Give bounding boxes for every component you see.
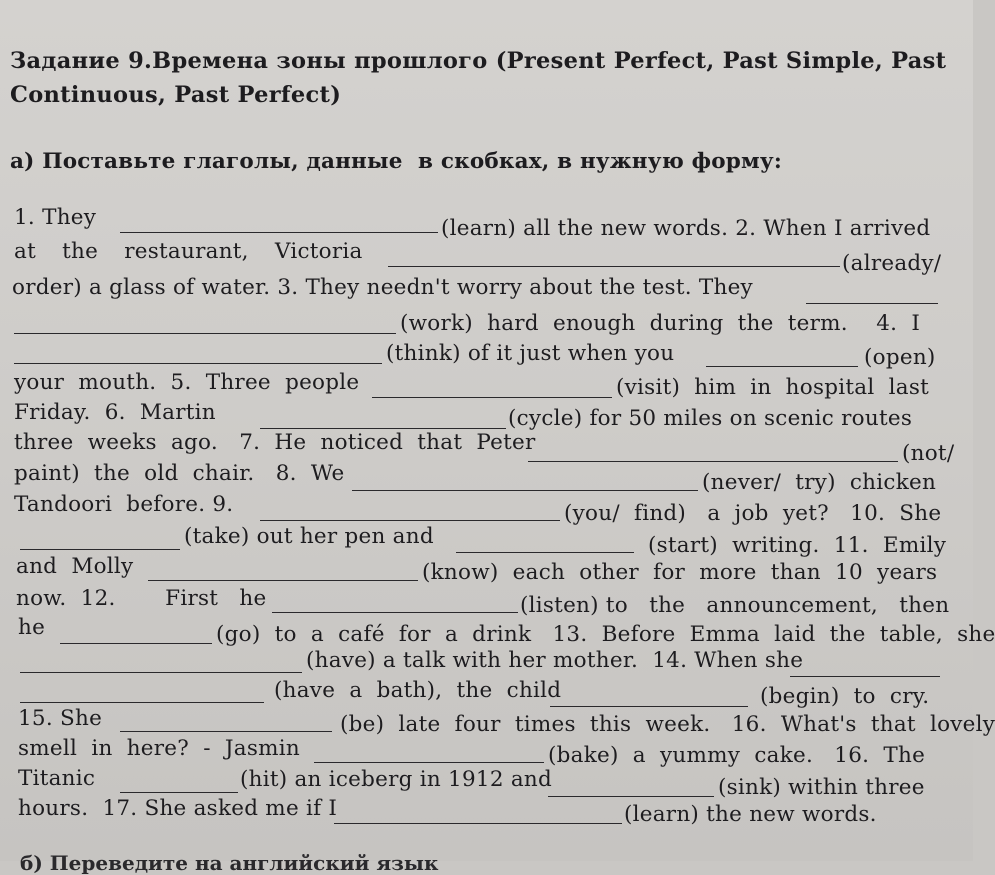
answer-blank-21[interactable] (120, 792, 238, 793)
exercise-text: (start) writing. 11. Emily (648, 533, 947, 558)
answer-blank-3[interactable] (806, 303, 938, 304)
answer-blank-6[interactable] (372, 397, 612, 398)
exercise-text: and Molly (16, 554, 134, 579)
exercise-text: (never/ try) chicken (702, 470, 937, 495)
exercise-text: (sink) within three (718, 775, 925, 800)
exercise-text: (listen) to the announcement, then (520, 593, 950, 618)
task-title (10, 44, 965, 112)
answer-blank-14[interactable] (272, 612, 518, 613)
exercise-text: three weeks ago. 7. He noticed that Peter (14, 430, 536, 455)
exercise-text: (bake) a yummy cake. 16. The (548, 743, 926, 768)
answer-blank-16[interactable] (20, 672, 302, 673)
answer-blank-18[interactable] (550, 706, 748, 707)
answer-blank-23[interactable] (334, 823, 622, 824)
exercise-text: (know) each other for more than 10 years (422, 560, 938, 585)
task-title-line2: Continuous, Past Perfect) (10, 82, 342, 108)
answer-blank-10[interactable] (260, 520, 560, 521)
exercise-text: he (18, 615, 46, 640)
exercise-text: (think) of it just when you (386, 341, 675, 366)
exercise-text: Friday. 6. Martin (14, 400, 216, 425)
exercise-text: (visit) him in hospital last (616, 375, 930, 400)
exercise-text: (not/ (902, 441, 955, 466)
answer-blank-1[interactable] (120, 232, 438, 233)
answer-blank-9[interactable] (352, 490, 698, 491)
exercise-text: smell in here? - Jasmin (18, 736, 300, 761)
exercise-text: now. 12. First he (16, 586, 267, 611)
exercise-text: (begin) to cry. (760, 684, 930, 709)
exercise-text: (already/ (842, 251, 942, 276)
next-task-cut-off: б) Переведите на английский язык (20, 851, 439, 875)
exercise-text: (work) hard enough during the term. 4. I (400, 311, 921, 336)
exercise-text: at the restaurant, Victoria (14, 239, 363, 264)
exercise-text: hours. 17. She asked me if I (18, 796, 338, 821)
exercise-text: 1. They (14, 205, 97, 230)
exercise-text: (have a bath), the child (274, 678, 562, 703)
answer-blank-11[interactable] (20, 549, 180, 550)
answer-blank-4[interactable] (14, 363, 382, 364)
exercise-text: (open) (864, 345, 936, 370)
task-instruction: а) Поставьте глаголы, данные в скобках, в нужную форму: (10, 149, 782, 174)
exercise-text: Titanic (18, 766, 96, 791)
answer-blank-19[interactable] (120, 731, 332, 732)
task-title-line1: Задание 9.Времена зоны прошлого (Present Perfect, Past Simple, Past (10, 48, 947, 74)
exercise-text: paint) the old chair. 8. We (14, 461, 345, 486)
answer-blank-17[interactable] (20, 702, 264, 703)
answer-blank-5[interactable] (706, 366, 858, 367)
exercise-text: (learn) the new words. (624, 802, 877, 827)
answer-blank-22[interactable] (548, 796, 714, 797)
answer-blank-15[interactable] (60, 643, 212, 644)
answer-blank-13[interactable] (148, 580, 418, 581)
exercise-text: (learn) all the new words. 2. When I arrived (441, 216, 931, 241)
exercise-text: order) a glass of water. 3. They needn't worry about the test. They (12, 275, 753, 300)
exercise-text: (you/ find) a job yet? 10. She (564, 501, 942, 526)
answer-blank-3[interactable] (14, 333, 396, 334)
answer-blank-20[interactable] (314, 762, 544, 763)
answer-blank-17[interactable] (790, 676, 940, 677)
answer-blank-2[interactable] (388, 266, 840, 267)
answer-blank-12[interactable] (456, 552, 634, 553)
exercise-text: (go) to a café for a drink 13. Before Emma laid the table, she (216, 622, 995, 647)
exercise-text: (hit) an iceberg in 1912 and (240, 767, 553, 792)
exercise-text: (cycle) for 50 miles on scenic routes (508, 406, 913, 431)
exercise-text: your mouth. 5. Three people (14, 370, 360, 395)
exercise-text: (have) a talk with her mother. 14. When she (306, 648, 804, 673)
exercise-text: (take) out her pen and (184, 524, 434, 549)
answer-blank-8[interactable] (528, 461, 898, 462)
exercise-text: 15. She (18, 706, 103, 731)
exercise-text: (be) late four times this week. 16. What's that lovely (340, 712, 995, 737)
exercise-text: Tandoori before. 9. (14, 492, 234, 517)
